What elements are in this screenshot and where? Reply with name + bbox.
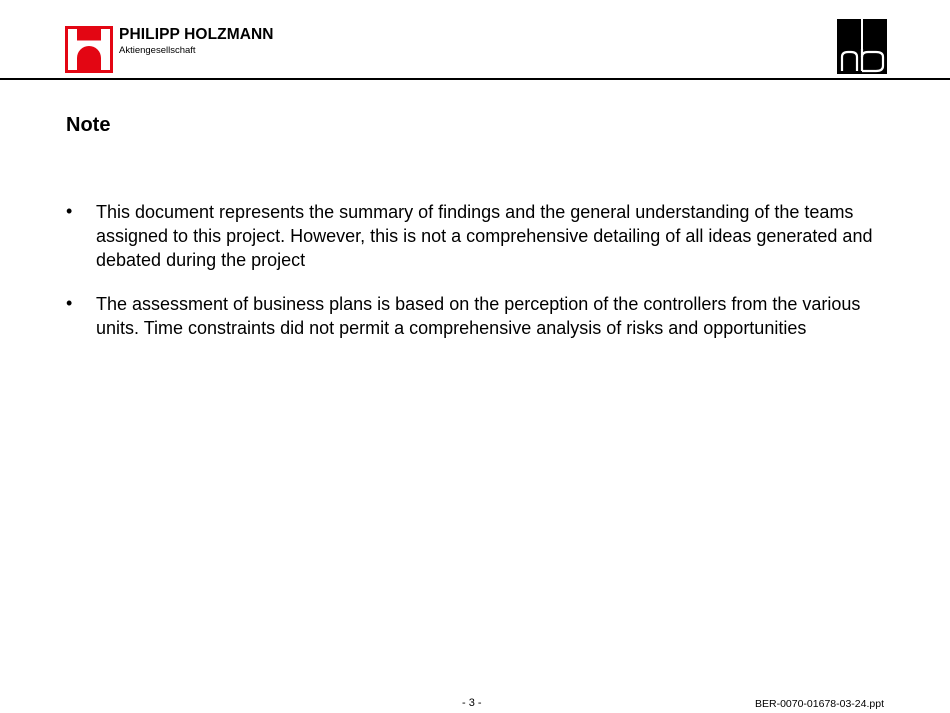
bullet-item [66,292,896,340]
bullet-text: The assessment of business plans is based on the perception of the controllers from the various units. Time constraints did not permit a comprehensive analysis of risks and opportunities [96,294,861,338]
file-name: BER-0070-01678-03-24.ppt [754,698,884,710]
company-name: PHILIPP HOLZMANN [119,26,274,43]
bullet-text: This document represents the summary of findings and the general understanding of the teams assigned to this project. However, this is not a comprehensive detailing of all ideas generated and debated during the project [96,202,873,270]
bullet-list [66,200,896,360]
bullet-icon: • [66,293,73,313]
page-number: - 3 - [462,697,482,709]
bullet-icon: • [66,201,73,221]
header-divider [0,78,950,80]
bullet-item [66,200,896,272]
nb-logo-icon [837,19,887,74]
philipp-holzmann-logo-icon [65,26,113,73]
slide-title: Note [66,114,111,136]
company-logo [65,26,295,74]
company-subtitle: Aktiengesellschaft [119,45,196,56]
